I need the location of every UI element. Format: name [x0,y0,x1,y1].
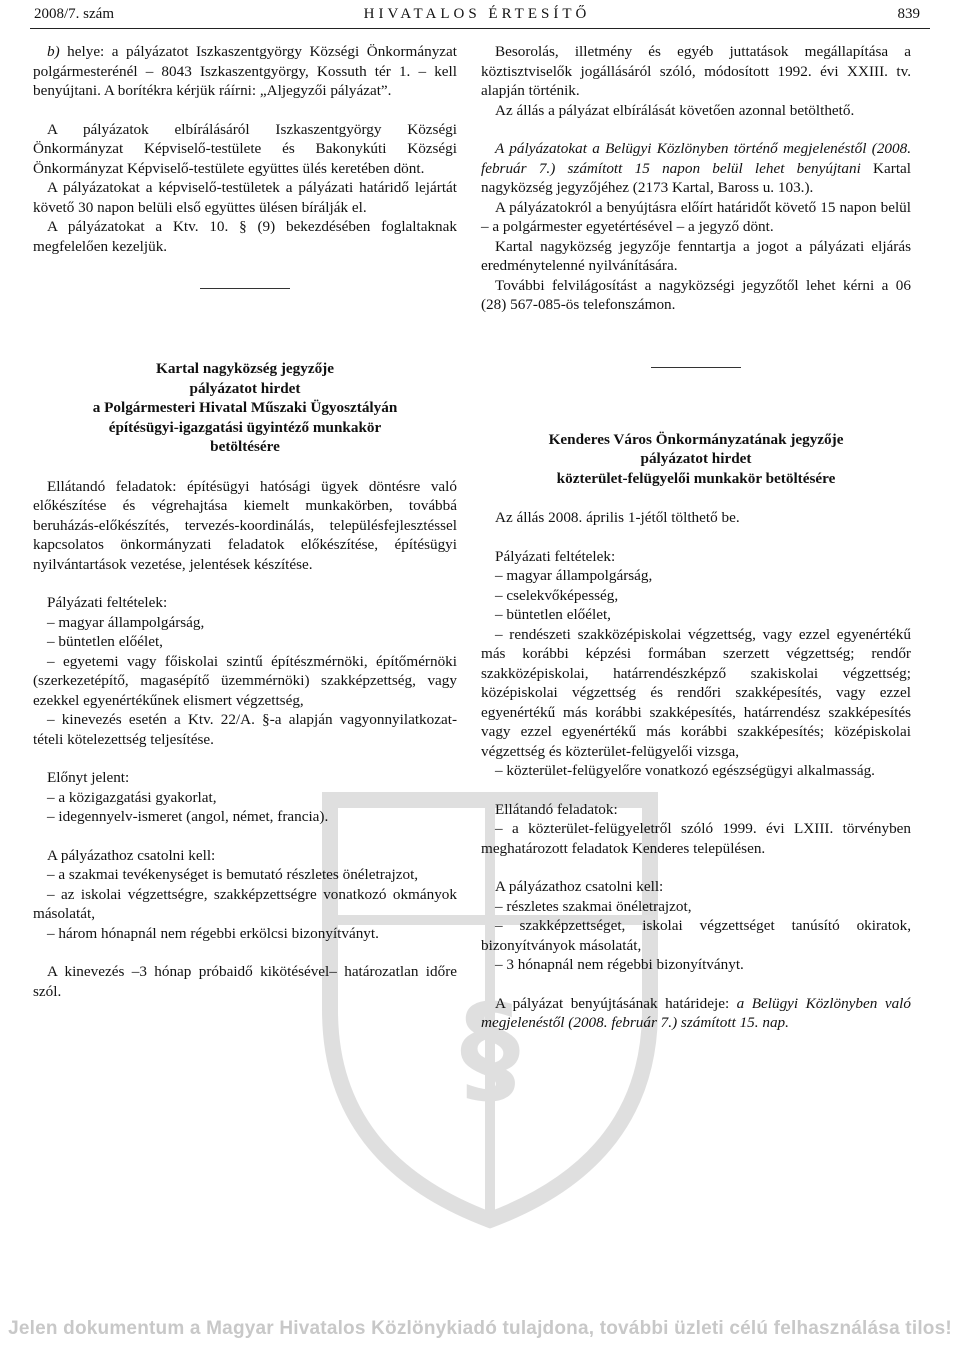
handling-paragraph: A pályázatokat a Ktv. 10. § (9) bekezdésében foglaltaknak megfelelően kezeljük. [33,218,457,255]
contact-paragraph: További felvilágosítást a nagyközségi jegyzőtől lehet kérni a 06 (28) 567-085-ös telefonszámon. [481,276,911,313]
list-item: – három hónapnál nem régebbi erkölcsi bizonyítványt. [47,924,379,942]
list-item: – közterület-felügyelőre vonatkozó egészségügyi alkalmasság. [495,762,875,779]
attachments-heading: A pályázathoz csatolni kell: [47,846,216,864]
deadline-paragraph: A pályázat benyújtásának határideje: a Belügyi Közlönyben való megjelenéstől (2008. február 7.) számított 15. nap. [481,994,911,1031]
start-paragraph: Az állás a pályázat elbírálását követően azonnal betölthető. [495,101,855,119]
page-number: 839 [897,6,920,22]
list-item: – büntetlen előélet, [47,633,163,650]
list-item: – kinevezés esetén a Ktv. 22/A. §-a alapján vagyonnyilatkozat-tételi kötelezettség teljesítése. [33,711,457,748]
conditions-heading: Pályázati feltételek: [47,594,168,611]
list-item: – részletes szakmai önéletrajzot, [495,897,692,915]
rights-paragraph: Kartal nagyközség jegyzője fenntartja a jogot a pályázati eljárás eredménytelenné nyilvánítására. [481,237,911,274]
submission-paragraph: A pályázatokat a Belügyi Közlönyben történő megjelenéstől (2008. február 7.) számított 15 napon belül lehet benyújtani Kartal nagyközség jegyzőjéhez (2173 Kartal, Baross u. 103.). [481,140,911,196]
issue-number: 2008/7. szám [34,6,114,22]
place-paragraph: b) helye: a pályázatot Iszkaszentgyörgy Községi Önkormányzat polgármesterénél – 8043 Iszkaszentgyörgy, Kossuth tér 1. – kell benyújtani. A borítékra kérjük ráírni: „Aljegyzői pályázat”. [33,43,457,99]
list-item: – magyar állampolgárság, [47,613,205,631]
appointment-paragraph: A kinevezés –3 hónap próbaidő kikötésével– határozatlan időre szól. [33,963,457,1000]
svg-text:§: § [460,980,520,1119]
list-item: – a szakmai tevékenységet is bemutató részletes önéletrajzot, [47,866,419,883]
salary-paragraph: Besorolás, illetmény és egyéb juttatások megállapítása a köztisztviselők jogállásáról szóló, módosított 1992. évi XXIII. tv. alapján történik. [481,43,911,99]
attachments-heading: A pályázathoz csatolni kell: [495,878,664,895]
decision-paragraph: A pályázatokról a benyújtásra előírt határidőt követő 15 napon belül – a polgármester egyetértésével – a jegyző dönt. [481,198,911,235]
list-item: – a közigazgatási gyakorlat, [47,788,217,806]
list-item: – szakképzettséget, iskolai végzettséget tanúsító okiratok, bizonyítványok másolatát, [481,917,911,954]
list-item: – 3 hónapnál nem régebbi bizonyítványt. [495,956,744,973]
list-item: – rendészeti szakközépiskolai végzettség, vagy ezzel egyenértékű más korábbi képzési formában szerzett végzettség; rendőr szakközépiskolai, határrendészképző szakiskolai végzettség; középiskolai végzettség és rendőri szakképesítés, vagy ezzel egyenértékű más korábbi szakképesítés, határrendész szakképesítés vagy ezzel egyenértékű más korábbi szakképesítés; középiskolai végzettség és közterület-felügyelői vizsga, [481,625,911,760]
kartal-heading: Kartal nagyközség jegyzője pályázatot hirdet a Polgármesteri Hivatal Műszaki Ügyosztályán építésügyi-igazgatási ügyintéző munkakör betöltésére [92,360,398,455]
left-column [33,42,457,1001]
header-rule [30,28,930,29]
tasks-paragraph: Ellátandó feladatok: építésügyi hatósági ügyek döntésre való előkészítése és végrehajtása kiemelt munkakörben, továbbá beruházás-előkészítés, tervezés-koordinálás, településfejlesztéssel kapcsolatos önkormányzati feladatok előkészítése, építésügyi nyilvántartások vezetése, jelentések készítése. [33,477,457,573]
list-item: – egyetemi vagy főiskolai szintű építészmérnöki, építőmérnöki (szerkezetépítő, magasépítő üzemmérnöki) szakképzettség, vagy ezekkel egyenértékűnek elismert végzettség, [33,652,457,709]
list-item: – idegennyelv-ismeret (angol, német, francia). [47,808,329,825]
advantages-heading: Előnyt jelent: [47,769,130,786]
conditions-heading: Pályázati feltételek: [495,547,616,565]
decision-paragraph: A pályázatok elbírálásáról Iszkaszentgyörgy Községi Önkormányzat Képviselő-testülete és Bakonykúti Községi Önkormányzat Képviselő-testülete együttes ülés keretében dönt. [33,120,457,177]
list-item: – büntetlen előélet, [495,606,611,623]
list-item: – cselekvőképesség, [495,586,619,604]
page-header [34,6,920,28]
list-item: – magyar állampolgárság, [495,567,653,584]
right-column [481,42,911,1033]
kenderes-heading: Kenderes Város Önkormányzatának jegyzője pályázatot hirdet közterület-felügyelői munkakör betöltésére [548,430,844,487]
list-item: – az iskolai végzettségre, szakképzettségre vonatkozó okmányok másolatát, [33,885,457,922]
tasks-heading: Ellátandó feladatok: [495,800,618,818]
publication-title: HIVATALOS ÉRTESÍTŐ [363,6,591,22]
start-date: Az állás 2008. április 1-jétől tölthető be. [495,509,740,526]
footer-notice: Jelen dokumentum a Magyar Hivatalos Közlönykiadó tulajdona, további üzleti célú felhasználása tilos! [8,1318,952,1339]
list-item: – a közterület-felügyeletről szóló 1999. évi LXIII. törvényben meghatározott feladatok Kenderes településen. [481,820,911,857]
evaluation-paragraph: A pályázatokat a képviselő-testületek a pályázati határidő lejártát követő 30 napon belüli első együttes ülésen bírálják el. [33,179,457,216]
